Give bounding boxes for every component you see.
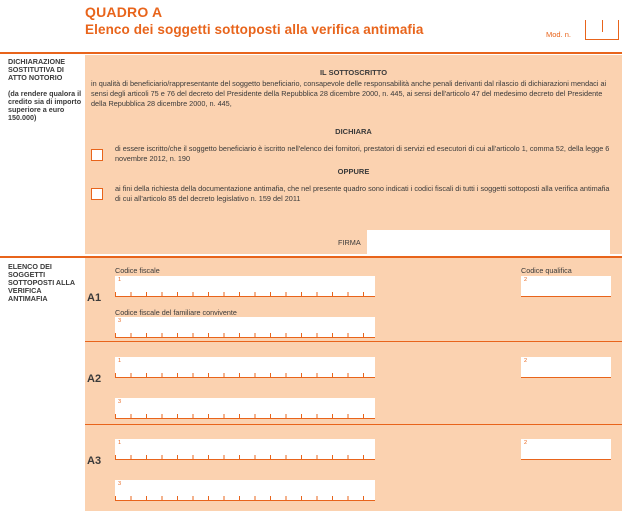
option1-text: di essere iscritto/che il soggetto beneficiario è iscritto nell'elenco dei fornitori, prestatori di servizi ed esecutori di cui all'articolo 1, comma 52, della legge 6 novembre 2012, n. 190 xyxy=(115,144,610,163)
field-number: 1 xyxy=(118,277,122,283)
field-number: 1 xyxy=(118,358,122,364)
a1-codice-qualifica-field[interactable] xyxy=(521,276,611,297)
quadro-title: QUADRO A xyxy=(85,4,163,20)
field-number: 2 xyxy=(524,277,528,283)
row-label-a1: A1 xyxy=(87,292,102,304)
field-number: 3 xyxy=(118,399,122,405)
row-label-a2: A2 xyxy=(87,373,102,385)
section1-side-note: (da rendere qualora il credito sia di importo superiore a euro 150.000) xyxy=(8,89,82,122)
section1-side-title: DICHIARAZIONE SOSTITUTIVA DI ATTO NOTORIO xyxy=(8,57,66,82)
option2-checkbox[interactable] xyxy=(91,188,103,200)
a2-familiare-field[interactable] xyxy=(115,398,375,419)
field-number: 1 xyxy=(118,440,122,446)
section2-side-title: ELENCO DEI SOGGETTI SOTTOPOSTI ALLA VERIFICA ANTIMAFIA xyxy=(8,262,75,303)
a1-codice-fiscale-field[interactable] xyxy=(115,276,375,297)
firma-label: FIRMA xyxy=(338,238,361,247)
field-number: 3 xyxy=(118,481,122,487)
firma-field[interactable] xyxy=(367,230,610,254)
row-label-a3: A3 xyxy=(87,455,102,467)
familiare-label: Codice fiscale del familiare convivente xyxy=(115,308,237,317)
dichiara-heading: DICHIARA xyxy=(335,127,372,136)
a2-codice-fiscale-field[interactable] xyxy=(115,357,375,378)
header-divider xyxy=(0,52,622,54)
mod-number-label: Mod. n. xyxy=(546,30,572,39)
mod-number-field[interactable] xyxy=(585,20,619,40)
codice-fiscale-label: Codice fiscale xyxy=(115,266,160,275)
row-separator xyxy=(85,424,622,425)
option2-text: ai fini della richiesta della documentazione antimafia, che nel presente quadro sono indicati i codici fiscali di tutti i soggetti sottoposti alla verifica antimafia di cui all'articolo 85 del decreto legislativo n. 159 del 2011 xyxy=(115,184,610,203)
sottoscritto-heading: IL SOTTOSCRITTO xyxy=(319,68,388,77)
oppure-heading: OPPURE xyxy=(337,167,370,176)
field-number: 3 xyxy=(118,318,122,324)
a3-codice-qualifica-field[interactable] xyxy=(521,439,611,460)
row-separator xyxy=(85,341,622,342)
a2-codice-qualifica-field[interactable] xyxy=(521,357,611,378)
codice-qualifica-label: Codice qualifica xyxy=(521,266,572,275)
declaration-intro: in qualità di beneficiario/rappresentante del soggetto beneficiario, consapevole delle responsabilità anche penali derivanti dal rilascio di dichiarazioni mendaci ai sensi degli articoli 75 e 76 del decreto del Presidente della Repubblica 28 dicembre 2000, n. 445, ai sensi dell'articolo 47 del medesimo decreto del Presidente della Repubblica 28 dicembre 2000, n. 445, xyxy=(91,79,607,108)
field-number: 2 xyxy=(524,440,528,446)
field-number: 2 xyxy=(524,358,528,364)
a1-familiare-field[interactable] xyxy=(115,317,375,338)
quadro-subtitle: Elenco dei soggetti sottoposti alla verifica antimafia xyxy=(85,22,424,37)
a3-familiare-field[interactable] xyxy=(115,480,375,501)
a3-codice-fiscale-field[interactable] xyxy=(115,439,375,460)
option1-checkbox[interactable] xyxy=(91,149,103,161)
